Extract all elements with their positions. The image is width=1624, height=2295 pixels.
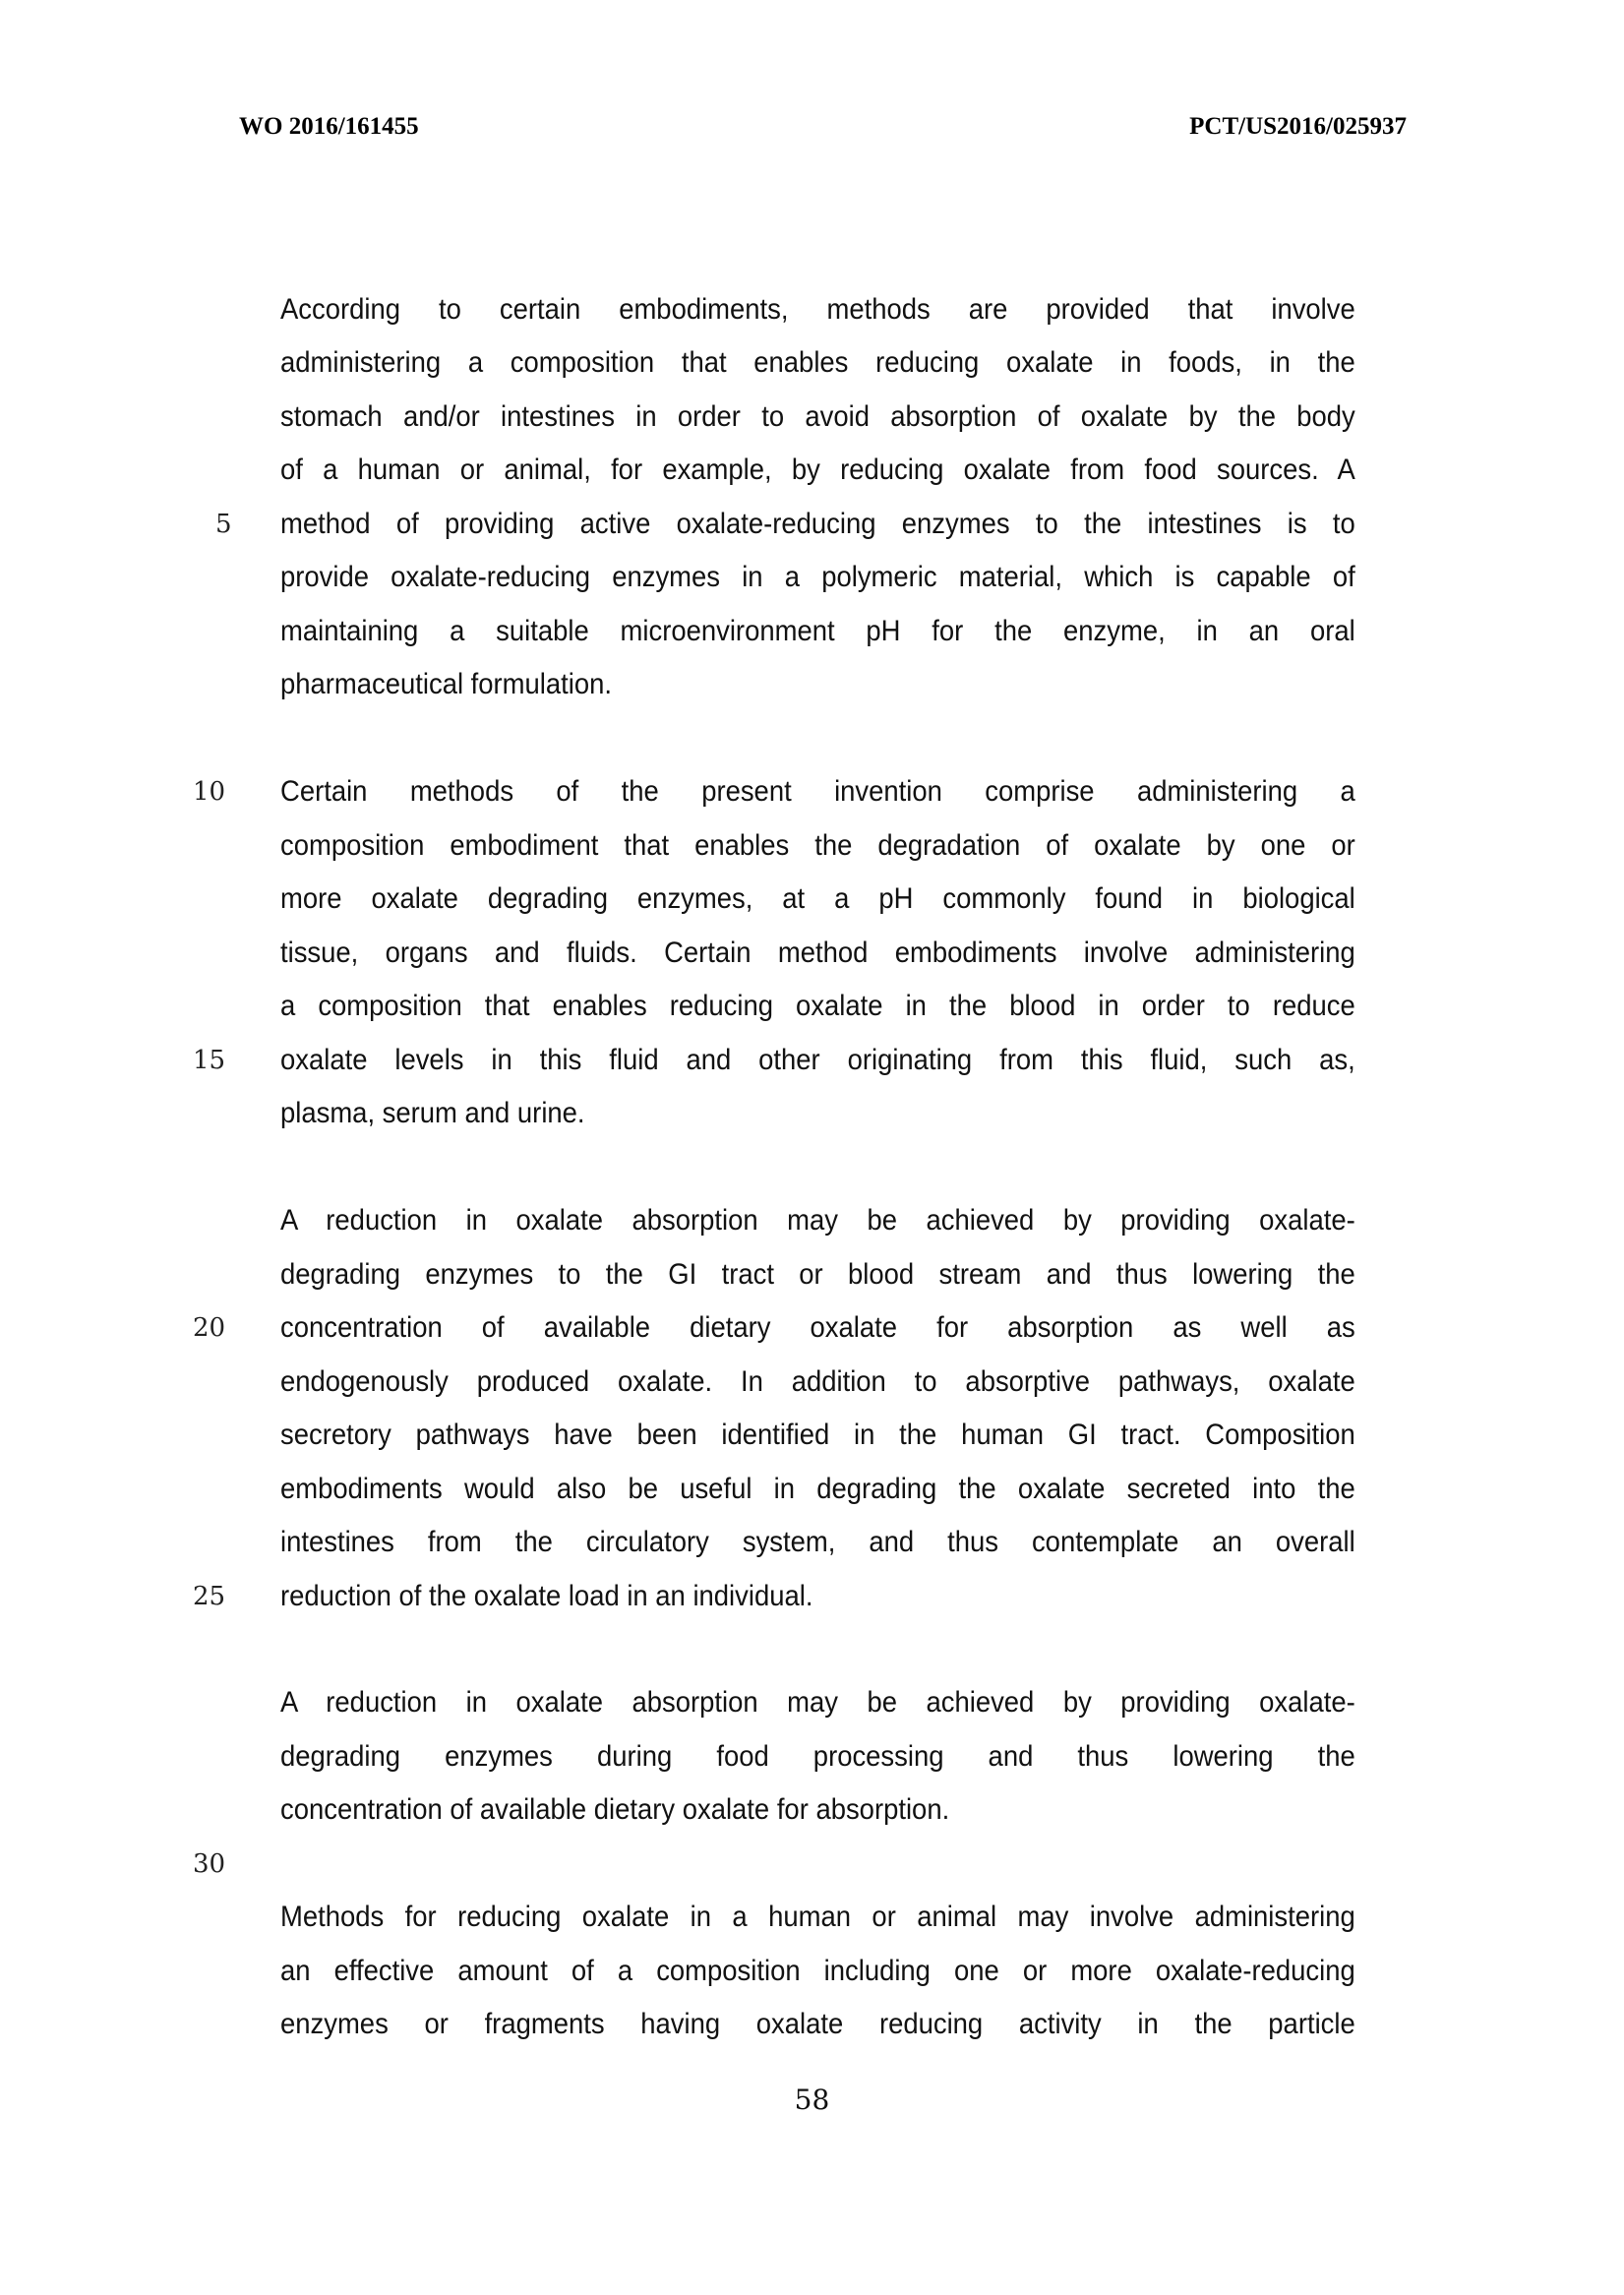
text-line: degrading enzymes to the GI tract or blood stream and thus lowering the (280, 1258, 1355, 1291)
text-line: degrading enzymes during food processing and thus lowering the (280, 1740, 1355, 1773)
line-number-15: 15 (193, 1046, 226, 1075)
text-line: pharmaceutical formulation. (280, 668, 613, 700)
text-line: enzymes or fragments having oxalate reducing activity in the particle (280, 2008, 1355, 2040)
text-line: Methods for reducing oxalate in a human or animal may involve administering (280, 1901, 1355, 1933)
text-line: Certain methods of the present invention comprise administering a (280, 775, 1355, 808)
line-number-5: 5 (215, 510, 232, 539)
text-line: stomach and/or intestines in order to avoid absorption of oxalate by the body (280, 400, 1355, 433)
text-line: intestines from the circulatory system, and thus contemplate an overall (280, 1526, 1355, 1558)
text-line: secretory pathways have been identified in the human GI tract. Composition (280, 1419, 1355, 1451)
text-line: a composition that enables reducing oxalate in the blood in order to reduce (280, 990, 1355, 1022)
text-line: embodiments would also be useful in degrading the oxalate secreted into the (280, 1473, 1355, 1505)
text-line: endogenously produced oxalate. In addition to absorptive pathways, oxalate (280, 1365, 1355, 1398)
text-line: method of providing active oxalate-reducing enzymes to the intestines is to (280, 508, 1355, 540)
text-line: administering a composition that enables reducing oxalate in foods, in the (280, 346, 1355, 379)
text-line: composition embodiment that enables the degradation of oxalate by one or (280, 829, 1355, 862)
text-line: maintaining a suitable microenvironment pH for the enzyme, in an oral (280, 615, 1355, 647)
publication-number: WO 2016/161455 (239, 113, 419, 140)
text-line: A reduction in oxalate absorption may be achieved by providing oxalate- (280, 1204, 1355, 1237)
line-number-25: 25 (193, 1582, 226, 1611)
text-line: oxalate levels in this fluid and other originating from this fluid, such as, (280, 1044, 1355, 1076)
text-line: plasma, serum and urine. (280, 1097, 585, 1129)
text-line: According to certain embodiments, methods are provided that involve (280, 293, 1355, 326)
text-line: of a human or animal, for example, by reducing oxalate from food sources. A (280, 453, 1355, 486)
text-line: concentration of available dietary oxalate for absorption as well as (280, 1311, 1355, 1344)
text-line: reduction of the oxalate load in an individual. (280, 1580, 813, 1612)
text-line: provide oxalate-reducing enzymes in a polymeric material, which is capable of (280, 561, 1355, 593)
line-number-30: 30 (193, 1849, 226, 1879)
text-line: an effective amount of a composition including one or more oxalate-reducing (280, 1955, 1355, 1987)
line-number-20: 20 (193, 1313, 226, 1343)
text-line: concentration of available dietary oxalate for absorption. (280, 1793, 950, 1826)
text-line: more oxalate degrading enzymes, at a pH commonly found in biological (280, 882, 1355, 915)
page-number: 58 (794, 2084, 830, 2116)
application-number: PCT/US2016/025937 (1189, 113, 1407, 140)
line-number-10: 10 (193, 777, 226, 807)
text-line: A reduction in oxalate absorption may be achieved by providing oxalate- (280, 1686, 1355, 1719)
text-line: tissue, organs and fluids. Certain method embodiments involve administering (280, 936, 1355, 969)
